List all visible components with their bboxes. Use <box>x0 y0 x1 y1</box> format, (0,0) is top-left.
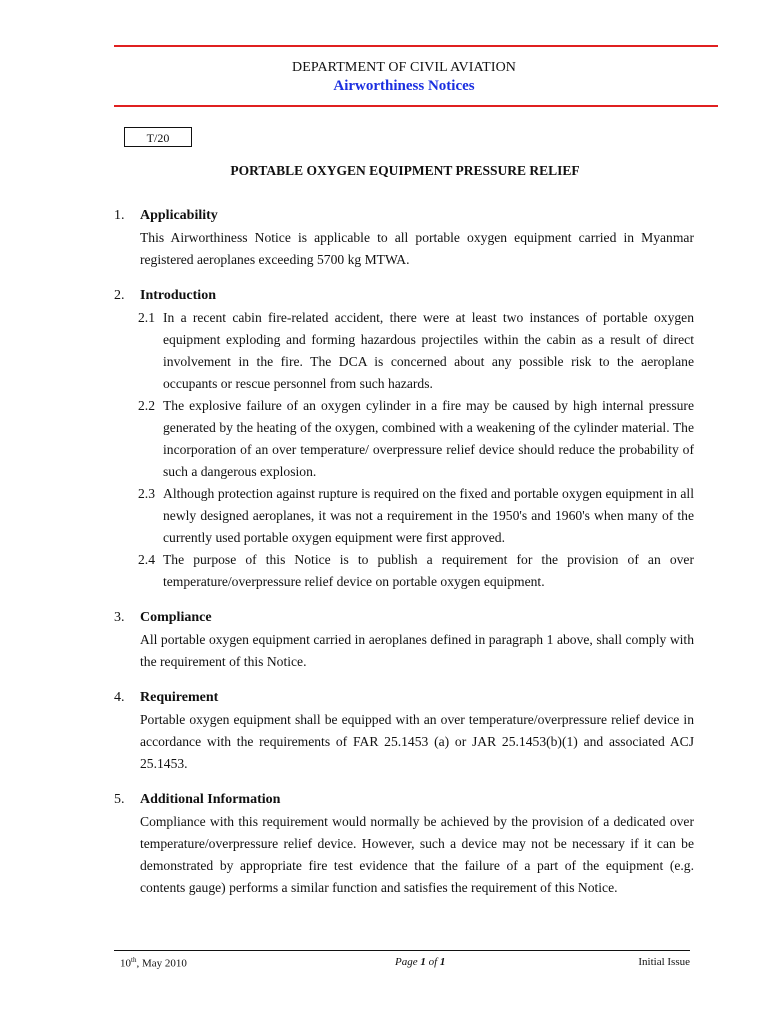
section-additional-information <box>114 789 694 899</box>
section-text: Compliance with this requirement would normally be achieved by the provision of a dedicated over temperature/overpressure relief device. However, such a device may not be necessary if it can be demonstrated by appropriate fire test evidence that the failure of a part of the equipment (e.g. contents gauge) performs a similar function and satisfies the requirement of this Notice. <box>140 814 694 895</box>
section-heading: Introduction <box>140 288 216 303</box>
subsection <box>114 395 694 483</box>
subsection <box>114 549 694 593</box>
footer-rule <box>114 950 690 951</box>
section-applicability <box>114 205 694 271</box>
section-heading: Additional Information <box>140 792 281 807</box>
section-text: Portable oxygen equipment shall be equipped with an over temperature/overpressure relief device in accordance with the requirements of FAR 25.1453 (a) or JAR 25.1453(b)(1) and associated ACJ 25.1453. <box>140 712 694 771</box>
section-requirement <box>114 687 694 775</box>
section-number: 4. <box>114 690 125 705</box>
footer-page-number: Page 1 of 1 <box>395 956 446 968</box>
section-introduction <box>114 285 694 593</box>
notice-body <box>114 205 694 913</box>
subsection-text: In a recent cabin fire-related accident, there were at least two instances of portable oxygen equipment exploding and forming hazardous projectiles within the cabin as a result of direct involvement in the fire. The DCA is concerned about any possible risk to the aeroplane occupants or rescue personnel from such hazards. <box>163 310 694 391</box>
section-number: 1. <box>114 208 125 223</box>
subsection-text: The explosive failure of an oxygen cylinder in a fire may be caused by high internal pressure generated by the heating of the oxygen, combined with a weakening of the cylinder material. The incorporation of an over temperature/ overpressure relief device should reduce the probability of such a dangerous explosion. <box>163 398 694 479</box>
subsection-number: 2.4 <box>138 552 155 567</box>
notice-title: PORTABLE OXYGEN EQUIPMENT PRESSURE RELIEF <box>230 163 580 178</box>
header-top-rule <box>114 45 718 47</box>
department-name: DEPARTMENT OF CIVIL AVIATION <box>291 60 517 75</box>
footer-date: 10th, May 2010 <box>120 956 187 970</box>
section-heading: Applicability <box>140 208 218 223</box>
header-bottom-rule <box>114 105 718 107</box>
section-heading: Requirement <box>140 690 219 705</box>
subsection-number: 2.3 <box>138 486 155 501</box>
section-number: 5. <box>114 792 125 807</box>
document-subtitle: Airworthiness Notices <box>333 78 475 94</box>
section-text: All portable oxygen equipment carried in aeroplanes defined in paragraph 1 above, shall comply with the requirement of this Notice. <box>140 632 694 669</box>
section-number: 2. <box>114 288 125 303</box>
subsection-number: 2.1 <box>138 310 155 325</box>
section-number: 3. <box>114 610 125 625</box>
subsection <box>114 307 694 395</box>
subsection-text: The purpose of this Notice is to publish a requirement for the provision of an over temperature/overpressure relief device on portable oxygen equipment. <box>163 552 694 589</box>
section-heading: Compliance <box>140 610 212 625</box>
subsection <box>114 483 694 549</box>
reference-code-box: T/20 <box>124 127 192 147</box>
section-text: This Airworthiness Notice is applicable to all portable oxygen equipment carried in Myanmar registered aeroplanes exceeding 5700 kg MTWA. <box>140 230 694 267</box>
footer-issue: Initial Issue <box>638 956 690 968</box>
subsection-number: 2.2 <box>138 398 155 413</box>
section-compliance <box>114 607 694 673</box>
subsection-text: Although protection against rupture is required on the fixed and portable oxygen equipment in all newly designed aeroplanes, it was not a requirement in the 1950's and 1960's when many of the currently used portable oxygen equipment were first approved. <box>163 486 694 545</box>
